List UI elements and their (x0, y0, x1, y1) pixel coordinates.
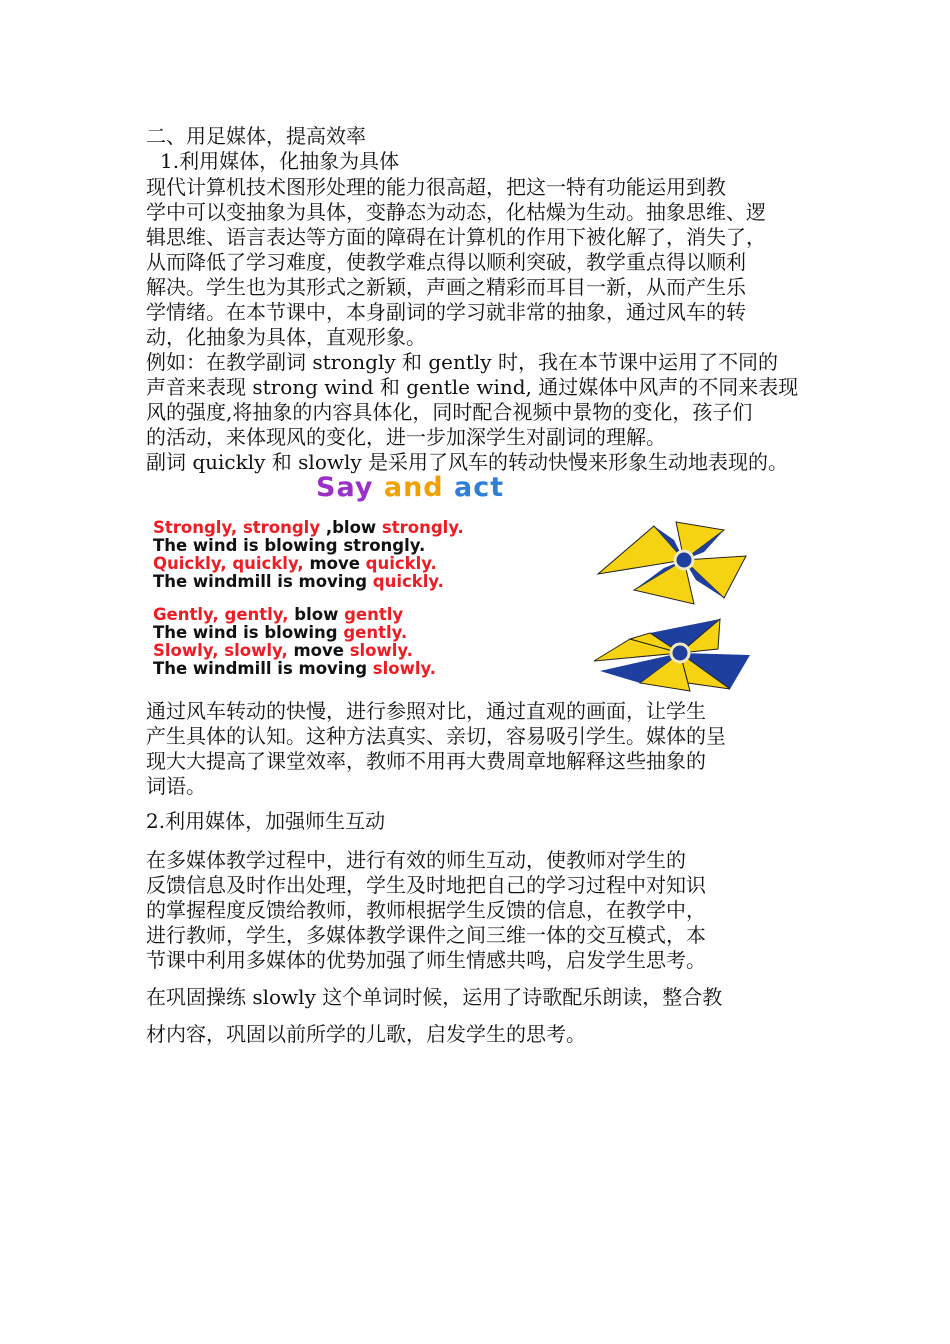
para1-line: 现代计算机技术图形处理的能力很高超，把这一特有功能运用到教 (146, 175, 726, 199)
after-slide-line: 现大大提高了课堂效率，教师不用再大费周章地解释这些抽象的 (146, 749, 706, 773)
slide-line: The windmill is moving quickly. (153, 572, 444, 591)
slide-line: Gently, gently, blow gently (153, 605, 404, 624)
para2-line: 反馈信息及时作出处理，学生及时地把自己的学习过程中对知识 (146, 873, 706, 897)
para1-line: 从而降低了学习难度，使教学难点得以顺利突破，教学重点得以顺利 (146, 250, 746, 274)
after-slide-line: 产生具体的认知。这种方法真实、亲切，容易吸引学生。媒体的呈 (146, 724, 726, 748)
example-line: 风的强度,将抽象的内容具体化，同时配合视频中景物的变化，孩子们 (146, 400, 753, 424)
para2-line: 节课中利用多媒体的优势加强了师生情感共鸣，启发学生思考。 (146, 948, 706, 972)
title-word-say: Say (316, 472, 374, 503)
windmill-icon (590, 613, 770, 695)
para2-line: 在多媒体教学过程中，进行有效的师生互动，使教师对学生的 (146, 848, 686, 872)
slide-line: The wind is blowing strongly. (153, 536, 426, 555)
example-line: 的活动，来体现风的变化，进一步加深学生对副词的理解。 (146, 425, 666, 449)
para2-line: 进行教师，学生，多媒体教学课件之间三维一体的交互模式，本 (146, 923, 706, 947)
para2-line: 的掌握程度反馈给教师，教师根据学生反馈的信息，在教学中， (146, 898, 706, 922)
para3-line: 材内容，巩固以前所学的儿歌，启发学生的思考。 (146, 1022, 586, 1046)
subheading-2: 2.利用媒体，加强师生互动 (146, 809, 386, 833)
example-line: 例如：在教学副词 strongly 和 gently 时，我在本节课中运用了不同的 (146, 350, 778, 374)
slide-line: Quickly, quickly, move quickly. (153, 554, 437, 573)
para1-line: 动，化抽象为具体，直观形象。 (146, 325, 426, 349)
para1-line: 学情绪。在本节课中，本身副词的学习就非常的抽象，通过风车的转 (146, 300, 746, 324)
windmill-icon (592, 512, 772, 607)
slide-line: Slowly, slowly, move slowly. (153, 641, 413, 660)
slide-title (316, 472, 504, 503)
after-slide-line: 词语。 (146, 774, 206, 798)
slide-line: The windmill is moving slowly. (153, 659, 436, 678)
para1-line: 解决。学生也为其形式之新颖，声画之精彩而耳目一新，从而产生乐 (146, 275, 746, 299)
subheading-1: 1.利用媒体，化抽象为具体 (160, 149, 400, 173)
section-heading: 二、用足媒体，提高效率 (146, 124, 366, 148)
para1-line: 学中可以变抽象为具体，变静态为动态，化枯燥为生动。抽象思维、逻 (146, 200, 766, 224)
para3-line: 在巩固操练 slowly 这个单词时候，运用了诗歌配乐朗读，整合教 (146, 985, 723, 1009)
slide-line: Strongly, strongly ,blow strongly. (153, 518, 464, 537)
para1-line: 辑思维、语言表达等方面的障碍在计算机的作用下被化解了，消失了， (146, 225, 766, 249)
example-line: 副词 quickly 和 slowly 是采用了风车的转动快慢来形象生动地表现的。 (146, 450, 789, 474)
after-slide-line: 通过风车转动的快慢，进行参照对比，通过直观的画面，让学生 (146, 699, 706, 723)
title-word-act: act (454, 472, 505, 503)
slide-line: The wind is blowing gently. (153, 623, 408, 642)
example-line: 声音来表现 strong wind 和 gentle wind, 通过媒体中风声的不同来表现 (146, 375, 799, 399)
title-word-and: and (383, 472, 444, 503)
